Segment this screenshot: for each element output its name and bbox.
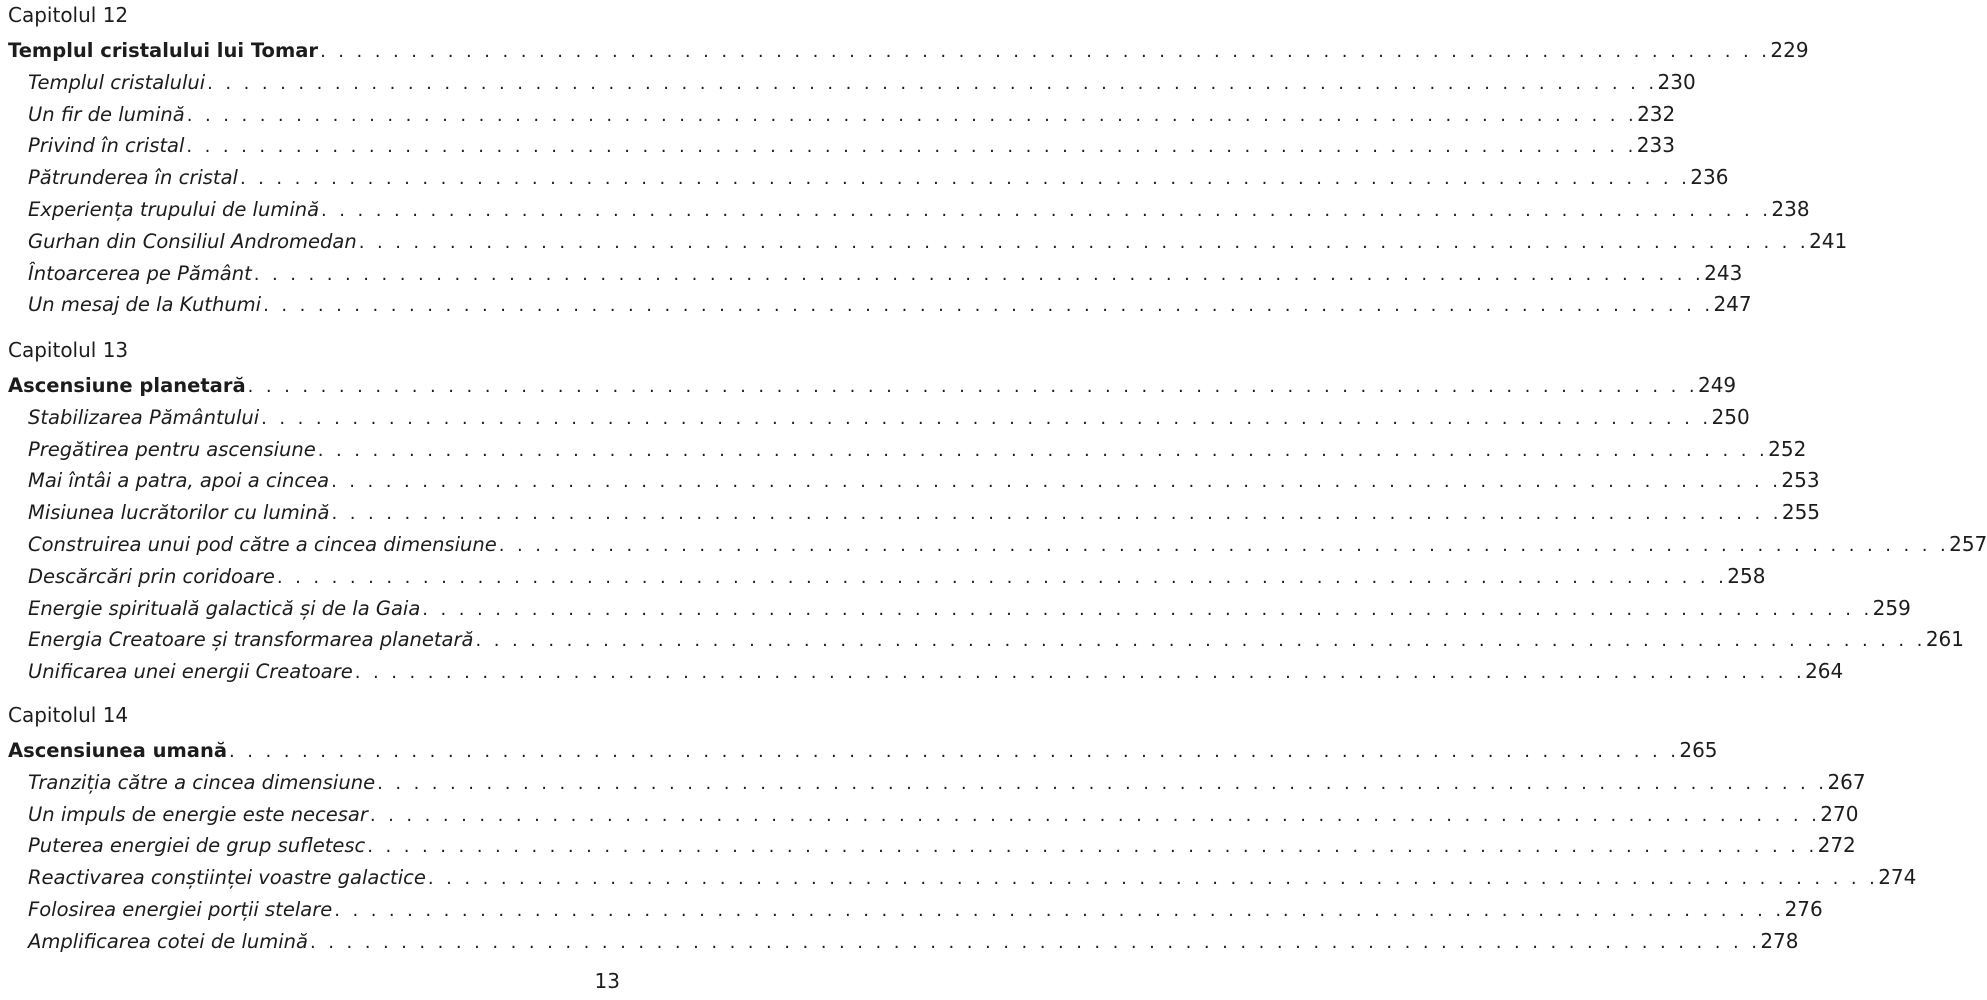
chapter-title: Templul cristalului lui Tomar bbox=[8, 39, 319, 62]
dot-leader: . . . . . . . . . . . . . . . . . . . . . . . . . . . . . . . . . . . . . . . . . . . . . . . . . . . . . . . . . . . . . . . . . . . . . . . . . . . . . . . . bbox=[309, 931, 1761, 953]
dot-leader: . . . . . . . . . . . . . . . . . . . . . . . . . . . . . . . . . . . . . . . . . . . . . . . . . . . . . . . . . . . . . . . . . . . . . . . . . . . . . . . . bbox=[321, 200, 1772, 221]
dot-leader: . . . . . . . . . . . . . . . . . . . . . . . . . . . . . . . . . . . . . . . . . . . . . . . . . . . . . . . . . . . . . . . . . . . . . . . . . . . . . . . . bbox=[317, 439, 1769, 461]
dot-leader: . . . . . . . . . . . . . . . . . . . . . . . . . . . . . . . . . . . . . . . . . . . . . . . . . . . . . . . . . . . . . . . . . . . . . . . . . . . . . . . . bbox=[358, 231, 1810, 253]
dot-leader: . . . . . . . . . . . . . . . . . . . . . . . . . . . . . . . . . . . . . . . . . . . . . . . . . . . . . . . . . . . . . . . . . . . . . . . . . . . . . . . . bbox=[475, 630, 1926, 652]
page-ref: 267 bbox=[1827, 769, 1866, 794]
section-entry[interactable] bbox=[28, 529, 1987, 559]
chapter-title-entry[interactable] bbox=[8, 370, 1737, 400]
section-entry[interactable] bbox=[28, 258, 1743, 288]
section-title: Folosirea energiei porții stelare bbox=[28, 898, 333, 921]
section-title: Unificarea unei energii Creatoare bbox=[28, 660, 353, 684]
section-entry[interactable] bbox=[28, 434, 1807, 464]
section-title: Un impuls de energie este necesar bbox=[28, 802, 368, 826]
section-entry[interactable] bbox=[28, 561, 1766, 591]
section-entry[interactable] bbox=[28, 656, 1844, 686]
section-entry[interactable] bbox=[28, 402, 1750, 432]
section-entry[interactable] bbox=[28, 194, 1810, 224]
dot-leader: . . . . . . . . . . . . . . . . . . . . . . . . . . . . . . . . . . . . . . . . . . . . . . . . . . . . . . . . . . . . . . . . . . . . . . . . . . . . . . . . bbox=[354, 662, 1806, 684]
section-title: Gurhan din Consiliul Andromedan bbox=[28, 229, 357, 253]
dot-leader: . . . . . . . . . . . . . . . . . . . . . . . . . . . . . . . . . . . . . . . . . . . . . . . . . . . . . . . . . . . . . . . . . . . . . . . . . . . . . . . . bbox=[331, 503, 1782, 525]
section-title: Construirea unui pod către a cincea dimensiune bbox=[28, 533, 497, 556]
dot-leader: . . . . . . . . . . . . . . . . . . . . . . . . . . . . . . . . . . . . . . . . . . . . . . . . . . . . . . . . . . . . . . . . . . . . . . . . . . . . . . . . bbox=[276, 566, 1728, 588]
page-ref: 272 bbox=[1817, 833, 1856, 858]
section-entry[interactable] bbox=[28, 130, 1675, 160]
dot-leader: . . . . . . . . . . . . . . . . . . . . . . . . . . . . . . . . . . . . . . . . . . . . . . . . . . . . . . . . . . . . . . . . . . . . . . . . . . . . . . . . bbox=[186, 104, 1638, 126]
chapter-label: Capitolul 14 bbox=[8, 703, 129, 727]
page-ref: 236 bbox=[1690, 165, 1729, 190]
page-ref: 238 bbox=[1771, 197, 1810, 221]
chapter-label: Capitolul 13 bbox=[8, 338, 129, 362]
dot-leader: . . . . . . . . . . . . . . . . . . . . . . . . . . . . . . . . . . . . . . . . . . . . . . . . . . . . . . . . . . . . . . . . . . . . . . . . . . . . . . . . bbox=[334, 900, 1785, 921]
page-ref: 253 bbox=[1781, 468, 1820, 493]
page-ref: 259 bbox=[1872, 595, 1911, 620]
dot-leader: . . . . . . . . . . . . . . . . . . . . . . . . . . . . . . . . . . . . . . . . . . . . . . . . . . . . . . . . . . . . . . . . . . . . . . . . . . . . . . . . bbox=[207, 72, 1658, 94]
dot-leader: . . . . . . . . . . . . . . . . . . . . . . . . . . . . . . . . . . . . . . . . . . . . . . . . . . . . . . . . . . . . . . . . . . . . . . . . . . . . . . . . bbox=[377, 772, 1828, 794]
page-ref: 241 bbox=[1809, 228, 1848, 253]
page-ref: 250 bbox=[1711, 404, 1750, 429]
dot-leader: . . . . . . . . . . . . . . . . . . . . . . . . . . . . . . . . . . . . . . . . . . . . . . . . . . . . . . . . . . . . . . . . . . . . . . . . . . . . . . . . bbox=[331, 471, 1782, 493]
section-title: Misiunea lucrătorilor cu lumină bbox=[28, 501, 330, 525]
dot-leader: . . . . . . . . . . . . . . . . . . . . . . . . . . . . . . . . . . . . . . . . . . . . . . . . . . . . . . . . . . . . . . . . . . . . . . . . . . . . . . . . bbox=[427, 868, 1879, 890]
page-ref: 230 bbox=[1657, 69, 1696, 94]
section-entry[interactable] bbox=[28, 624, 1964, 654]
section-entry[interactable] bbox=[28, 830, 1856, 860]
dot-leader: . . . . . . . . . . . . . . . . . . . . . . . . . . . . . . . . . . . . . . . . . . . . . . . . . . . . . . . . . . . . . . . . . . . . . . . . . . . . . . . . bbox=[369, 804, 1821, 826]
page-ref: 243 bbox=[1704, 260, 1743, 285]
section-title: Descărcări prin coridoare bbox=[28, 564, 275, 588]
page-ref: 261 bbox=[1925, 627, 1964, 652]
section-title: Stabilizarea Pământului bbox=[28, 405, 260, 429]
section-entry[interactable] bbox=[28, 767, 1866, 797]
section-title: Privind în cristal bbox=[28, 134, 185, 158]
page-ref: 232 bbox=[1637, 101, 1676, 126]
section-title: Pătrunderea în cristal bbox=[28, 166, 238, 190]
dot-leader: . . . . . . . . . . . . . . . . . . . . . . . . . . . . . . . . . . . . . . . . . . . . . . . . . . . . . . . . . . . . . . . . . . . . . . . . . . . . . . . . bbox=[229, 741, 1680, 762]
chapter-title-entry[interactable] bbox=[8, 35, 1809, 65]
section-entry[interactable] bbox=[28, 593, 1911, 623]
page-ref: 233 bbox=[1636, 133, 1675, 158]
dot-leader: . . . . . . . . . . . . . . . . . . . . . . . . . . . . . . . . . . . . . . . . . . . . . . . . . . . . . . . . . . . . . . . . . . . . . . . . . . . . . . . . bbox=[261, 407, 1712, 429]
section-entry[interactable] bbox=[28, 862, 1917, 892]
dot-leader: . . . . . . . . . . . . . . . . . . . . . . . . . . . . . . . . . . . . . . . . . . . . . . . . . . . . . . . . . . . . . . . . . . . . . . . . . . . . . . . . bbox=[253, 263, 1705, 285]
section-title: Mai întâi a patra, apoi a cincea bbox=[28, 469, 330, 493]
section-entry[interactable] bbox=[28, 497, 1821, 527]
section-entry[interactable] bbox=[28, 926, 1799, 956]
section-title: Energia Creatoare și transformarea planetară bbox=[28, 628, 474, 652]
dot-leader: . . . . . . . . . . . . . . . . . . . . . . . . . . . . . . . . . . . . . . . . . . . . . . . . . . . . . . . . . . . . . . . . . . . . . . . . . . . . . . . . bbox=[367, 836, 1818, 858]
page-ref: 257 bbox=[1949, 532, 1987, 556]
dot-leader: . . . . . . . . . . . . . . . . . . . . . . . . . . . . . . . . . . . . . . . . . . . . . . . . . . . . . . . . . . . . . . . . . . . . . . . . . . . . . . . . bbox=[263, 295, 1714, 317]
section-entry[interactable] bbox=[28, 799, 1859, 829]
section-entry[interactable] bbox=[28, 99, 1676, 129]
dot-leader: . . . . . . . . . . . . . . . . . . . . . . . . . . . . . . . . . . . . . . . . . . . . . . . . . . . . . . . . . . . . . . . . . . . . . . . . . . . . . . . . bbox=[186, 136, 1637, 158]
section-title: Un fir de lumină bbox=[28, 102, 185, 126]
section-title: Amplificarea cotei de lumină bbox=[28, 929, 308, 953]
section-title: Reactivarea conștiinței voastre galactice bbox=[28, 866, 426, 890]
dot-leader: . . . . . . . . . . . . . . . . . . . . . . . . . . . . . . . . . . . . . . . . . . . . . . . . . . . . . . . . . . . . . . . . . . . . . . . . . . . . . . . . bbox=[320, 41, 1771, 62]
section-title: Energie spirituală galactică și de la Gaia bbox=[28, 596, 421, 620]
page-ref: 264 bbox=[1805, 659, 1844, 684]
section-title: Întoarcerea pe Pământ bbox=[28, 261, 252, 285]
page-ref: 255 bbox=[1781, 500, 1821, 525]
page-number: 13 bbox=[594, 969, 620, 993]
section-title: Pregătirea pentru ascensiune bbox=[28, 437, 316, 461]
section-entry[interactable] bbox=[28, 894, 1823, 924]
section-title: Un mesaj de la Kuthumi bbox=[28, 293, 262, 317]
dot-leader: . . . . . . . . . . . . . . . . . . . . . . . . . . . . . . . . . . . . . . . . . . . . . . . . . . . . . . . . . . . . . . . . . . . . . . . . . . . . . . . . bbox=[247, 376, 1698, 397]
page-ref: 247 bbox=[1713, 292, 1752, 317]
page-ref: 276 bbox=[1784, 897, 1823, 921]
page-ref: 270 bbox=[1820, 801, 1859, 826]
section-title: Templul cristalului bbox=[28, 70, 206, 94]
section-entry[interactable] bbox=[28, 465, 1820, 495]
section-entry[interactable] bbox=[28, 162, 1729, 192]
section-entry[interactable] bbox=[28, 67, 1696, 97]
section-title: Tranziția către a cincea dimensiune bbox=[28, 770, 376, 794]
dot-leader: . . . . . . . . . . . . . . . . . . . . . . . . . . . . . . . . . . . . . . . . . . . . . . . . . . . . . . . . . . . . . . . . . . . . . . . . . . . . . . . . bbox=[498, 535, 1950, 556]
chapter-label: Capitolul 12 bbox=[8, 3, 129, 27]
section-entry[interactable] bbox=[28, 226, 1848, 256]
page-ref: 278 bbox=[1760, 928, 1799, 953]
dot-leader: . . . . . . . . . . . . . . . . . . . . . . . . . . . . . . . . . . . . . . . . . . . . . . . . . . . . . . . . . . . . . . . . . . . . . . . . . . . . . . . . bbox=[239, 168, 1691, 190]
page-ref: 252 bbox=[1768, 436, 1807, 461]
page-ref: 229 bbox=[1770, 38, 1809, 62]
dot-leader: . . . . . . . . . . . . . . . . . . . . . . . . . . . . . . . . . . . . . . . . . . . . . . . . . . . . . . . . . . . . . . . . . . . . . . . . . . . . . . . . bbox=[422, 598, 1873, 620]
chapter-title: Ascensiunea umană bbox=[8, 739, 227, 762]
section-title: Experiența trupului de lumină bbox=[28, 198, 320, 221]
chapter-title: Ascensiune planetară bbox=[8, 374, 246, 397]
chapter-title-entry[interactable] bbox=[8, 735, 1718, 765]
page-ref: 265 bbox=[1679, 738, 1718, 762]
section-title: Puterea energiei de grup sufletesc bbox=[28, 834, 366, 858]
section-entry[interactable] bbox=[28, 289, 1752, 319]
page-ref: 258 bbox=[1727, 563, 1766, 588]
page-ref: 274 bbox=[1878, 865, 1917, 890]
page-ref: 249 bbox=[1697, 373, 1737, 397]
